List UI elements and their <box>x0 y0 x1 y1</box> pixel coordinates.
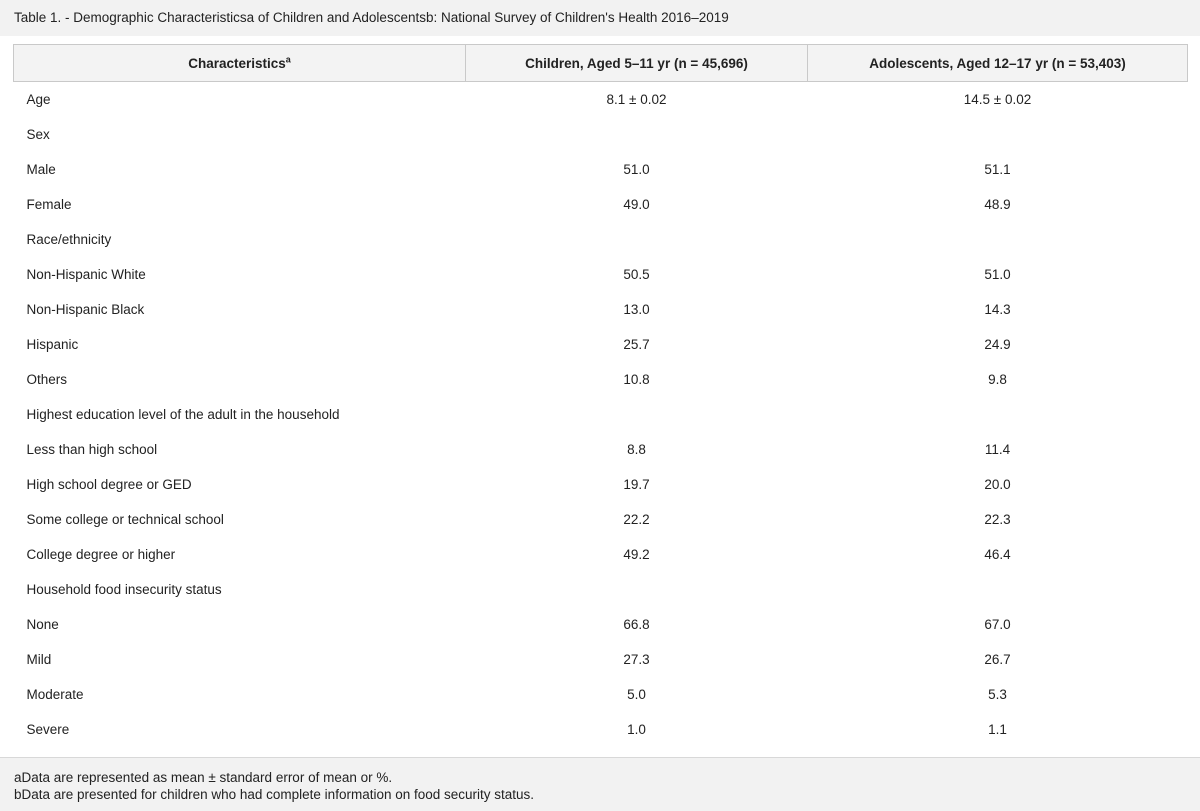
row-label: Mild <box>26 651 52 667</box>
table-body <box>14 82 1188 747</box>
children-value: 49.2 <box>623 546 650 562</box>
row-label: Some college or technical school <box>26 511 224 527</box>
children-value <box>466 222 808 257</box>
table-row <box>14 677 1188 712</box>
row-label: Severe <box>26 721 70 737</box>
table-row <box>14 537 1188 572</box>
footnote-b: bData are presented for children who had complete information on food security status. <box>14 787 535 802</box>
row-label: Age <box>26 91 51 107</box>
children-value: 13.0 <box>623 301 650 317</box>
adolescents-value <box>808 572 1188 607</box>
children-value: 51.0 <box>623 161 650 177</box>
row-label: High school degree or GED <box>26 476 192 492</box>
table-caption: Table 1. - Demographic Characteristicsa of Children and Adolescentsb: National Survey of Children's Health 2016–2019 <box>0 0 1200 36</box>
row-label: Less than high school <box>26 441 158 457</box>
header-characteristics-footnote-mark: a <box>285 54 291 64</box>
row-label: Non-Hispanic White <box>26 266 146 282</box>
adolescents-value: 14.5 ± 0.02 <box>963 91 1032 107</box>
children-value: 1.0 <box>627 721 646 737</box>
row-label: Others <box>26 371 68 387</box>
row-label: None <box>26 616 59 632</box>
row-label: Moderate <box>26 686 84 702</box>
adolescents-value: 24.9 <box>984 336 1011 352</box>
table-row <box>14 257 1188 292</box>
table-footnotes <box>0 757 1200 811</box>
table-row <box>14 82 1188 117</box>
adolescents-value: 46.4 <box>984 546 1011 562</box>
children-value: 49.0 <box>623 196 650 212</box>
row-label: Male <box>26 161 56 177</box>
adolescents-value: 26.7 <box>984 651 1011 667</box>
adolescents-value: 22.3 <box>984 511 1011 527</box>
table-row <box>14 152 1188 187</box>
adolescents-value: 51.0 <box>984 266 1011 282</box>
children-value: 50.5 <box>623 266 650 282</box>
adolescents-value: 67.0 <box>984 616 1011 632</box>
children-value: 25.7 <box>623 336 650 352</box>
table-row <box>14 607 1188 642</box>
children-value: 10.8 <box>623 371 650 387</box>
row-label: Female <box>26 196 72 212</box>
children-value: 27.3 <box>623 651 650 667</box>
table-row <box>14 397 1188 432</box>
children-value: 19.7 <box>623 476 650 492</box>
header-row <box>14 45 1188 82</box>
adolescents-value <box>808 397 1188 432</box>
table-container <box>13 44 1187 747</box>
table-row <box>14 467 1188 502</box>
children-value: 8.1 ± 0.02 <box>606 91 667 107</box>
table-row <box>14 502 1188 537</box>
table-row <box>14 572 1188 607</box>
header-characteristics <box>14 45 466 82</box>
table-row <box>14 187 1188 222</box>
table-row <box>14 712 1188 747</box>
children-value: 8.8 <box>627 441 646 457</box>
row-label: Highest education level of the adult in the household <box>26 406 340 422</box>
adolescents-value: 5.3 <box>988 686 1007 702</box>
demographics-table <box>13 44 1188 747</box>
footnote-a: aData are represented as mean ± standard error of mean or %. <box>14 770 393 785</box>
table-row <box>14 432 1188 467</box>
table-row <box>14 362 1188 397</box>
adolescents-value: 20.0 <box>984 476 1011 492</box>
table-row <box>14 117 1188 152</box>
table-row <box>14 222 1188 257</box>
table-row <box>14 642 1188 677</box>
row-label: Sex <box>26 126 50 142</box>
adolescents-value: 48.9 <box>984 196 1011 212</box>
children-value <box>466 572 808 607</box>
row-label: Household food insecurity status <box>26 581 222 597</box>
row-label: Non-Hispanic Black <box>26 301 145 317</box>
adolescents-value: 14.3 <box>984 301 1011 317</box>
adolescents-value: 9.8 <box>988 371 1007 387</box>
row-label: Race/ethnicity <box>26 231 112 247</box>
adolescents-value: 51.1 <box>984 161 1011 177</box>
table-row <box>14 292 1188 327</box>
row-label: College degree or higher <box>26 546 176 562</box>
children-value: 66.8 <box>623 616 650 632</box>
table-header <box>14 45 1188 82</box>
adolescents-value: 1.1 <box>988 721 1007 737</box>
adolescents-value <box>808 222 1188 257</box>
table-row <box>14 327 1188 362</box>
children-value: 22.2 <box>623 511 650 527</box>
header-adolescents: Adolescents, Aged 12–17 yr (n = 53,403) <box>808 45 1188 82</box>
children-value <box>466 397 808 432</box>
header-children: Children, Aged 5–11 yr (n = 45,696) <box>466 45 808 82</box>
row-label: Hispanic <box>26 336 79 352</box>
header-characteristics-label: Characteristics <box>188 55 286 71</box>
children-value: 5.0 <box>627 686 646 702</box>
children-value <box>466 117 808 152</box>
adolescents-value: 11.4 <box>984 441 1011 457</box>
adolescents-value <box>808 117 1188 152</box>
